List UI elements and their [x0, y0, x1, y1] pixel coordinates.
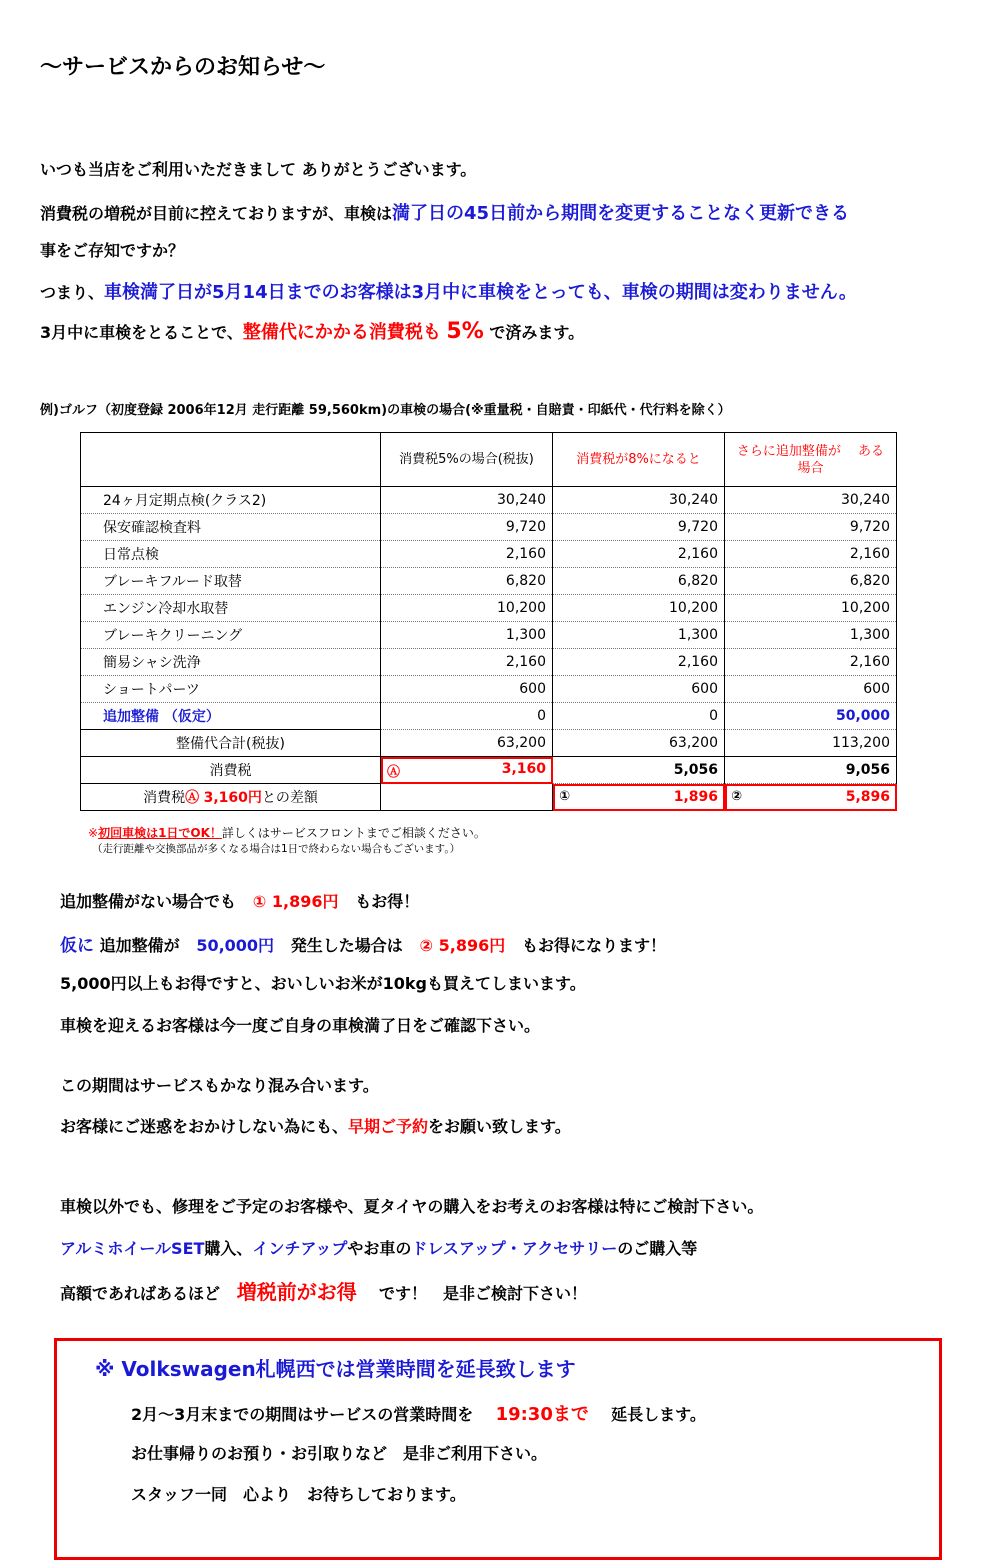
body-text: のご購入等: [617, 1239, 698, 1258]
tax-value-a-text: 3,160: [501, 760, 546, 777]
tax-value-a: [381, 757, 553, 784]
intro-line-5-end: で済みます。: [489, 323, 585, 342]
difference-value-2-text: 5,896: [845, 789, 890, 805]
body-text: 発生した場合は: [290, 936, 403, 955]
row-value: 9,720: [725, 514, 897, 541]
table-row: [81, 649, 897, 676]
table-row: [81, 568, 897, 595]
row-value: 2,160: [553, 541, 725, 568]
subtotal-row: [81, 730, 897, 757]
inch-up-highlight: インチアップ: [252, 1239, 348, 1258]
header-tax5: 消費税5%の場合(税抜): [381, 433, 553, 487]
tax-value-extra: 9,056: [725, 757, 897, 784]
table-row: [81, 487, 897, 514]
table-row: [81, 541, 897, 568]
wheel-set-highlight: アルミホイールSET: [60, 1239, 205, 1258]
row-item: 保安確認検査料: [81, 514, 381, 541]
extra-value-extra: 50,000: [725, 703, 897, 730]
difference-label-a: 消費税: [143, 790, 186, 806]
row-value: 600: [725, 676, 897, 703]
row-value: 6,820: [725, 568, 897, 595]
row-value: 2,160: [381, 649, 553, 676]
extra-maintenance-label: 追加整備 （仮定）: [81, 703, 381, 730]
circle-two-icon: ②: [731, 789, 743, 804]
cost-comparison-table: [80, 432, 897, 811]
note-line-1: [88, 824, 486, 841]
notice-line-1: [131, 1400, 706, 1426]
body-line-5: この期間はサービスもかなり混み合います。: [60, 1076, 379, 1095]
row-value: 6,820: [381, 568, 553, 595]
subtotal-tax8: 63,200: [553, 730, 725, 757]
note-asterisk: ※: [88, 826, 99, 840]
body-text: やお車の: [347, 1239, 412, 1258]
difference-value-2: [725, 784, 897, 811]
table-row: [81, 676, 897, 703]
row-value: 10,200: [553, 595, 725, 622]
difference-value-1: [553, 784, 725, 811]
row-value: 2,160: [725, 649, 897, 676]
row-value: 1,300: [553, 622, 725, 649]
body-text: 追加整備が: [99, 936, 180, 955]
row-value: 9,720: [553, 514, 725, 541]
body-line-8: [60, 1236, 697, 1259]
row-item: 24ヶ月定期点検(クラス2): [81, 487, 381, 514]
body-text: お客様にご迷惑をおかけしない為にも、: [60, 1117, 349, 1136]
intro-line-2: [40, 199, 849, 225]
row-value: 2,160: [553, 649, 725, 676]
row-value: 2,160: [725, 541, 897, 568]
hours-highlight: 19:30まで: [495, 1404, 589, 1425]
dress-up-highlight: ドレスアップ・アクセサリー: [411, 1239, 618, 1258]
example-caption: 例)ゴルフ（初度登録 2006年12月 走行距離 59,560km)の車検の場合(※重量税・自賠責・印紙代・代行料を除く）: [40, 403, 731, 418]
tax-label: 消費税: [81, 757, 381, 784]
body-text: もお得になります！: [521, 936, 666, 955]
header-cell-empty: [81, 433, 381, 487]
table-row: [81, 622, 897, 649]
row-item: 日常点検: [81, 541, 381, 568]
extra-value-tax5: 0: [381, 703, 553, 730]
body-highlight: 仮に: [60, 936, 94, 956]
intro-line-3: 事をご存知ですか？: [40, 241, 185, 260]
body-text: 購入、: [204, 1239, 253, 1258]
body-text: 高額であればあるほど: [60, 1284, 221, 1303]
header-extra: さらに追加整備が ある場合: [725, 433, 897, 487]
body-line-4: 車検を迎えるお客様は今一度ご自身の車検満了日をご確認下さい。: [60, 1016, 541, 1035]
difference-label: [81, 784, 381, 811]
note-text: 詳しくはサービスフロントまでご相談ください。: [221, 826, 486, 840]
body-line-2: [60, 931, 666, 956]
difference-label-amount: 3,160円: [203, 790, 262, 806]
saving-2-highlight: ② 5,896円: [419, 936, 506, 955]
intro-line-5-text: 3月中に車検をとることで、: [40, 323, 243, 342]
body-text: もお得！: [355, 892, 420, 911]
notice-line-2: お仕事帰りのお預り・お引取りなど 是非ご利用下さい。: [131, 1444, 548, 1463]
subtotal-extra: 113,200: [725, 730, 897, 757]
difference-label-c: との差額: [261, 790, 318, 806]
row-item: ショートパーツ: [81, 676, 381, 703]
body-text: です！ 是非ご検討下さい！: [379, 1284, 588, 1303]
intro-line-5: [40, 318, 584, 344]
body-text: 追加整備がない場合でも: [60, 892, 237, 911]
tax-row: [81, 757, 897, 784]
body-line-7: 車検以外でも、修理をご予定のお客様や、夏タイヤの購入をお考えのお客様は特にご検討下さい。: [60, 1197, 764, 1216]
saving-1-highlight: ① 1,896円: [252, 892, 339, 911]
intro-line-2-highlight: 満了日の45日前から期間を変更することなく更新できる: [392, 203, 850, 224]
row-value: 1,300: [381, 622, 553, 649]
header-tax8: 消費税が8%になると: [553, 433, 725, 487]
page-title: ～サービスからのお知らせ～: [40, 55, 326, 80]
pre-tax-highlight: 増税前がお得: [236, 1280, 357, 1304]
intro-line-2-text: 消費税の増税が目前に控えておりますが、車検は: [40, 204, 393, 223]
row-value: 30,240: [381, 487, 553, 514]
intro-line-5-highlight: 整備代にかかる消費税も: [242, 322, 441, 343]
row-value: 10,200: [725, 595, 897, 622]
body-line-6: [60, 1114, 571, 1137]
early-booking-highlight: 早期ご予約: [348, 1117, 429, 1136]
row-value: 1,300: [725, 622, 897, 649]
row-item: 簡易シャシ洗浄: [81, 649, 381, 676]
note-highlight: 初回車検は1日でOK！: [98, 826, 222, 840]
notice-text: 延長します。: [611, 1405, 706, 1424]
table-row: [81, 514, 897, 541]
mark-a-icon: Ⓐ: [387, 764, 401, 780]
row-value: 30,240: [553, 487, 725, 514]
body-text: をお願い致します。: [428, 1117, 571, 1136]
difference-row: [81, 784, 897, 811]
intro-line-1: いつも当店をご利用いただきまして ありがとうございます。: [40, 160, 477, 179]
notice-title: ※ Volkswagen札幌西では営業時間を延長致します: [95, 1357, 576, 1381]
note-line-2: （走行距離や交換部品が多くなる場合は1日で終わらない場合もございます。）: [92, 843, 461, 855]
row-value: 9,720: [381, 514, 553, 541]
row-item: ブレーキフルード取替: [81, 568, 381, 595]
row-item: エンジン冷却水取替: [81, 595, 381, 622]
row-value: 2,160: [381, 541, 553, 568]
row-value: 10,200: [381, 595, 553, 622]
table-header-row: [81, 433, 897, 487]
row-value: 30,240: [725, 487, 897, 514]
extra-value-tax8: 0: [553, 703, 725, 730]
intro-line-4-highlight: 車検満了日が5月14日までのお客様は3月中に車検をとっても、車検の期間は変わりません。: [104, 282, 857, 303]
body-line-9: [60, 1276, 587, 1305]
mark-a-icon: Ⓐ: [185, 790, 200, 806]
difference-empty-cell: [381, 784, 553, 811]
tax-rate-highlight: 5%: [446, 319, 484, 344]
row-value: 600: [553, 676, 725, 703]
body-line-1: [60, 889, 419, 912]
table-row: [81, 595, 897, 622]
notice-line-3: スタッフ一同 心より お待ちしております。: [131, 1485, 466, 1504]
notice-text: 2月～3月末までの期間はサービスの営業時間を: [131, 1405, 474, 1424]
extra-maintenance-row: [81, 703, 897, 730]
difference-value-1-text: 1,896: [673, 789, 718, 805]
circle-one-icon: ①: [559, 789, 571, 804]
intro-line-4: [40, 278, 857, 304]
subtotal-tax5: 63,200: [381, 730, 553, 757]
body-line-3: 5,000円以上もお得ですと、おいしいお米が10kgも買えてしまいます。: [60, 974, 586, 993]
intro-line-4-text: つまり、: [40, 283, 105, 302]
row-item: ブレーキクリーニング: [81, 622, 381, 649]
row-value: 6,820: [553, 568, 725, 595]
subtotal-label: 整備代合計(税抜): [81, 730, 381, 757]
row-value: 600: [381, 676, 553, 703]
extra-amount-highlight: 50,000円: [196, 936, 275, 955]
tax-value-tax8: 5,056: [553, 757, 725, 784]
